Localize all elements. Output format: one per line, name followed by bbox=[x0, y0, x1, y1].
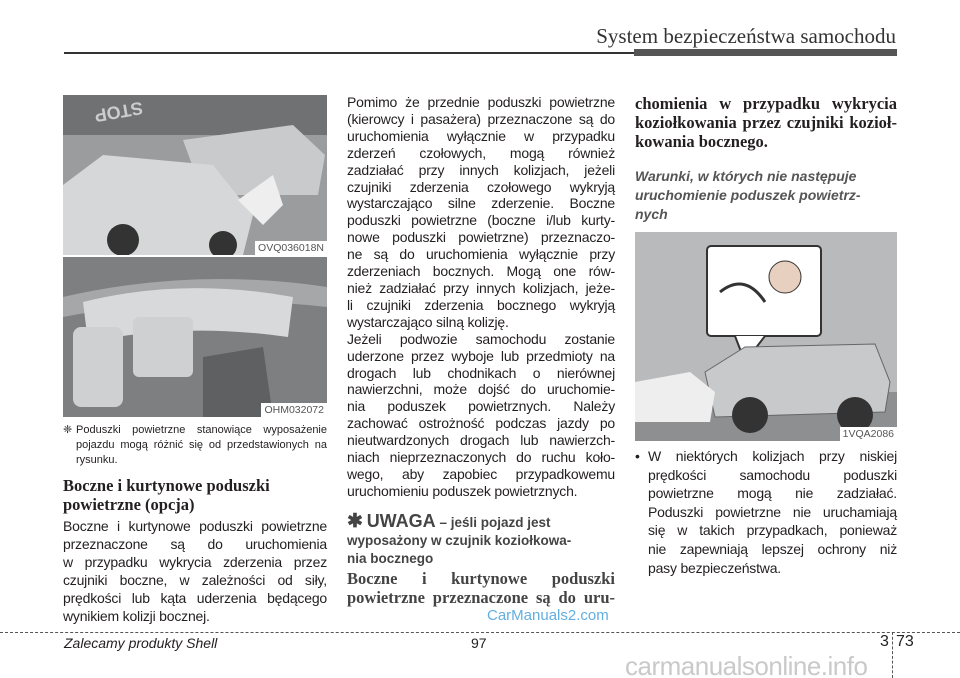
text-line: nia poduszek powietrznych. Należy bbox=[347, 398, 615, 415]
text-line: przeznaczone są do uruchomienia bbox=[63, 536, 327, 552]
right-column bbox=[635, 94, 897, 224]
text-line: uruchomienie poduszek powietrz- bbox=[635, 187, 861, 203]
paragraph bbox=[347, 94, 615, 331]
footer-divider bbox=[892, 632, 893, 678]
image-code: OVQ036018N bbox=[255, 241, 327, 255]
text-line: Warunki, w których nie następuje bbox=[635, 168, 857, 184]
caution-heading bbox=[347, 569, 615, 607]
image-code: OHM032072 bbox=[261, 403, 327, 417]
text-line: wego, aby zapobiec przypadkowemu bbox=[347, 465, 615, 482]
text-line: w przypadku wykrycia zderzenia przez bbox=[63, 554, 327, 570]
text-line: nawierzchni, może dojść do uruchomie- bbox=[347, 381, 615, 398]
header-bar bbox=[634, 49, 897, 56]
text-line: (kierowcy i pasażera) przeznaczone są do bbox=[347, 110, 615, 127]
paragraph bbox=[347, 331, 615, 500]
low-speed-collision-illustration bbox=[635, 232, 897, 441]
text-line: rysunku. bbox=[76, 454, 118, 466]
watermark: CarManuals2.com bbox=[487, 606, 609, 624]
text-line: powietrzne przeznaczone są do uru- bbox=[347, 587, 615, 607]
stop-sign-text: STOP bbox=[93, 97, 145, 126]
bullet-text bbox=[648, 447, 897, 577]
airbag-drawing bbox=[63, 257, 327, 417]
caution-line: – jeśli pojazd jest bbox=[439, 514, 551, 530]
text-line: zderzeniach bocznych. Mogą one rów- bbox=[347, 263, 615, 280]
text-line: Pomimo że przednie poduszki powietrzne bbox=[347, 94, 615, 110]
section-heading bbox=[635, 94, 897, 151]
text-line: prędkości lub kąta uderzenia będącego bbox=[63, 590, 327, 606]
footer-page-number: 97 bbox=[471, 635, 487, 651]
text-line: li czujniki zderzenia bocznego wykryją bbox=[347, 296, 615, 313]
text-line: W niektórych kolizjach przy niskiej bbox=[648, 448, 897, 464]
text-line: poduszki powietrzne (boczne i/lub kurty- bbox=[347, 212, 615, 229]
middle-column bbox=[347, 94, 615, 624]
text-line: Poduszki powietrzne nie uruchamiają bbox=[648, 503, 897, 520]
note-symbol: ❈ bbox=[63, 424, 73, 436]
text-line: się w takich przypadkach, ponieważ bbox=[648, 522, 897, 539]
text-line: prędkości samochodu poduszki bbox=[648, 466, 897, 483]
text-line: Boczne i kurtynowe poduszki powietrzne bbox=[63, 518, 327, 534]
text-line: koziołkowania przez czujniki kozioł- bbox=[635, 113, 897, 132]
text-line: nych bbox=[635, 206, 668, 222]
text-line: Boczne i kurtynowe poduszki bbox=[63, 476, 270, 495]
caution-line: wyposażony w czujnik koziołkowa- bbox=[347, 532, 572, 548]
text-line: powietrzne mogą nie zadziałać. bbox=[648, 485, 897, 502]
caution-line: nia bocznego bbox=[347, 550, 434, 566]
text-line: czujniki boczne, w zależności od siły, bbox=[63, 572, 327, 588]
note-text bbox=[76, 423, 327, 468]
curtain-airbag-illustration bbox=[63, 257, 327, 417]
image-note bbox=[63, 423, 327, 468]
text-line: nie zapewniają lepszej ochrony niż bbox=[648, 540, 897, 557]
caution-block bbox=[347, 512, 615, 568]
section-number: 3 bbox=[880, 633, 889, 650]
text-line: pasy bezpieczeństwa. bbox=[648, 559, 781, 576]
text-line: pojazdu mogą różnić się od przedstawionych na bbox=[76, 439, 327, 451]
text-line: wystarczająco silne zderzenie. Boczne bbox=[347, 195, 615, 212]
page-number: 73 bbox=[896, 633, 914, 650]
text-line: uruchomienia wyłącznie w przypadku bbox=[347, 127, 615, 144]
text-line: wystarczająco silną kolizję. bbox=[347, 313, 509, 330]
text-line: zderzeń czołowych, mogą również bbox=[347, 144, 615, 161]
section-heading bbox=[63, 476, 327, 514]
footer-rule bbox=[0, 632, 960, 633]
text-line: zadziałać przy innych kolizjach, jeżeli bbox=[347, 161, 615, 178]
text-line: zachować ostrożność podczas jazdy po bbox=[347, 415, 615, 432]
text-line: ne są do uruchomienia wyłącznie przy bbox=[347, 246, 615, 263]
text-line: nieutwardzonych drogach lub nawierzch- bbox=[347, 432, 615, 449]
text-line: Poduszki powietrzne stanowiące wyposażenie bbox=[76, 424, 327, 436]
subheading bbox=[635, 167, 897, 224]
text-line: kowania bocznego. bbox=[635, 132, 768, 151]
asterisk-icon: ✱ bbox=[347, 510, 363, 532]
watermark: carmanualsonline.info bbox=[625, 651, 868, 678]
text-line: drogach lub chodnikach o nierównej bbox=[347, 364, 615, 381]
image-code: 1VQA2086 bbox=[840, 427, 897, 441]
footer-left: Zalecamy produkty Shell bbox=[64, 635, 218, 651]
text-line: powietrzne (opcja) bbox=[63, 495, 195, 514]
text-line: uruchomieniu poduszek powietrznych. bbox=[347, 482, 578, 499]
text-line: nowe poduszki powietrzne) przeznaczo- bbox=[347, 229, 615, 246]
paragraph bbox=[63, 517, 327, 625]
side-airbag-section bbox=[63, 476, 327, 625]
text-line: Boczne i kurtynowe poduszki bbox=[347, 568, 615, 588]
collision-drawing bbox=[63, 95, 327, 255]
bullet-item bbox=[635, 447, 897, 577]
collision-drawing bbox=[635, 232, 897, 441]
section-header: System bezpieczeństwa samochodu bbox=[596, 24, 896, 48]
text-line: uderzone przez wyboje lub przedmioty na bbox=[347, 347, 615, 364]
caution-title: UWAGA bbox=[366, 510, 436, 531]
text-line: Jeżeli podwozie samochodu zostanie bbox=[347, 330, 615, 347]
text-line: czujniki zderzenia czołowego wykryją bbox=[347, 178, 615, 195]
bullet-icon: • bbox=[635, 448, 640, 464]
car-collision-illustration bbox=[63, 95, 327, 255]
text-line: chomienia w przypadku wykrycia bbox=[635, 94, 897, 113]
text-line: wynikiem kolizji bocznej. bbox=[63, 608, 210, 624]
text-line: niach nieprzeznaczonych do ruchu koło- bbox=[347, 449, 615, 466]
text-line: nież zadziałać przy innych kolizjach, jeże- bbox=[347, 279, 615, 296]
